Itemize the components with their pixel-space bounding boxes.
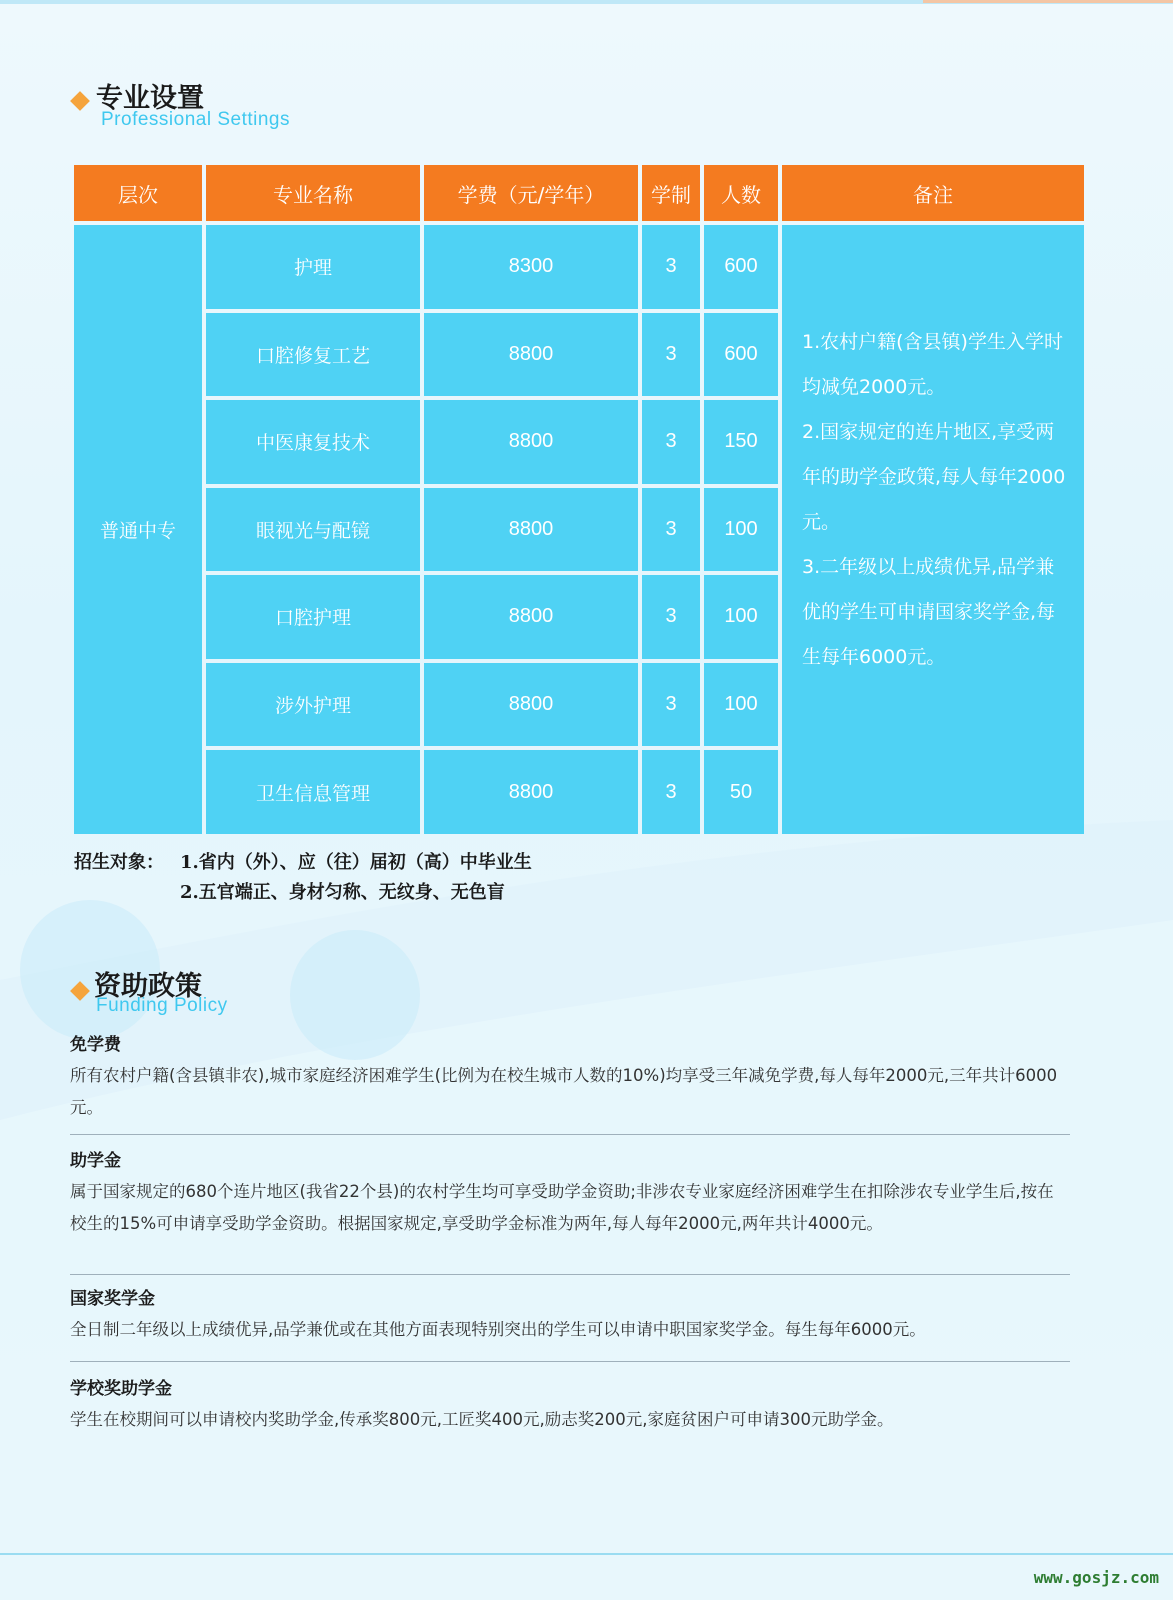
- fee-cell: 8300: [424, 225, 638, 309]
- years-cell: 3: [642, 750, 700, 834]
- count-cell: 50: [704, 750, 778, 834]
- policy-free-tuition: [70, 1032, 1070, 1124]
- policy-text: 全日制二年级以上成绩优异,品学兼优或在其他方面表现特别突出的学生可以申请中职国家奖学金。每生每年6000元。: [70, 1320, 926, 1339]
- years-cell: 3: [642, 313, 700, 397]
- note-item: 1.农村户籍(含县镇)学生入学时均减免2000元。: [802, 330, 1063, 398]
- bottom-border-line: [0, 1553, 1173, 1555]
- policy-text: 学生在校期间可以申请校内奖助学金,传承奖800元,工匠奖400元,励志奖200元,家庭贫困户可申请300元助学金。: [70, 1410, 894, 1429]
- major-name-cell: 中医康复技术: [206, 400, 420, 484]
- count-cell: 100: [704, 575, 778, 659]
- header-notes: 备注: [782, 165, 1084, 221]
- fee-cell: 8800: [424, 313, 638, 397]
- fee-cell: 8800: [424, 663, 638, 747]
- recruit-row: [74, 848, 532, 878]
- diamond-icon: [70, 981, 90, 1001]
- fee-cell: 8800: [424, 400, 638, 484]
- header-years: 学制: [642, 165, 700, 221]
- header-fee: 学费（元/学年）: [424, 165, 638, 221]
- major-name-cell: 卫生信息管理: [206, 750, 420, 834]
- policy-title: 助学金: [70, 1151, 121, 1171]
- count-cell: 150: [704, 400, 778, 484]
- major-name-cell: 口腔修复工艺: [206, 313, 420, 397]
- recruit-row: [74, 878, 532, 908]
- recruit-item: 2.五官端正、身材匀称、无纹身、无色盲: [180, 882, 505, 903]
- policy-title: 免学费: [70, 1035, 121, 1055]
- divider: [70, 1274, 1070, 1275]
- recruit-label: 招生对象：: [74, 852, 164, 873]
- note-item: 2.国家规定的连片地区,享受两年的助学金政策,每人每年2000元。: [802, 420, 1066, 533]
- policy-title: 学校奖助学金: [70, 1379, 172, 1399]
- years-cell: 3: [642, 488, 700, 572]
- header-level: 层次: [74, 165, 202, 221]
- major-name-cell: 口腔护理: [206, 575, 420, 659]
- diamond-icon: [70, 91, 90, 111]
- section-title-en: Funding Policy: [96, 995, 228, 1016]
- recruit-item: 1.省内（外）、应（往）届初（高）中毕业生: [180, 852, 532, 873]
- years-cell: 3: [642, 575, 700, 659]
- divider: [70, 1361, 1070, 1362]
- policy-text: 属于国家规定的680个连片地区(我省22个县)的农村学生均可享受助学金资助;非涉农专业家庭经济困难学生在扣除涉农专业学生后,按在校生的15%可申请享受助学金资助。根据国家规定,享受助学金标准为两年,每人每年2000元,两年共计4000元。: [70, 1182, 1054, 1233]
- section-title-cn: 资助政策: [94, 971, 202, 1002]
- major-name-cell: 涉外护理: [206, 663, 420, 747]
- recruit-targets: [74, 848, 532, 908]
- years-cell: 3: [642, 225, 700, 309]
- policy-text: 所有农村户籍(含县镇非农),城市家庭经济困难学生(比例为在校生城市人数的10%)均享受三年减免学费,每人每年2000元,三年共计6000元。: [70, 1066, 1058, 1117]
- watermark: www.gosjz.com: [1033, 1568, 1159, 1587]
- years-cell: 3: [642, 400, 700, 484]
- major-name-cell: 护理: [206, 225, 420, 309]
- policy-title: 国家奖学金: [70, 1289, 155, 1309]
- table-row: [74, 225, 1084, 309]
- count-cell: 600: [704, 313, 778, 397]
- policy-grant: [70, 1148, 1070, 1240]
- section-heading-major: [70, 76, 370, 136]
- corner-accent: [923, 0, 1173, 3]
- policy-school-scholarship: [70, 1376, 1070, 1436]
- header-count: 人数: [704, 165, 778, 221]
- section-title-en: Professional Settings: [101, 109, 290, 130]
- count-cell: 600: [704, 225, 778, 309]
- fee-cell: 8800: [424, 488, 638, 572]
- table-header-row: [74, 165, 1084, 221]
- header-major-name: 专业名称: [206, 165, 420, 221]
- level-cell: 普通中专: [74, 225, 202, 834]
- count-cell: 100: [704, 663, 778, 747]
- section-heading-funding: [70, 964, 370, 1024]
- section-title-cn: 专业设置: [96, 83, 204, 114]
- note-item: 3.二年级以上成绩优异,品学兼优的学生可申请国家奖学金,每生每年6000元。: [802, 555, 1056, 668]
- years-cell: 3: [642, 663, 700, 747]
- fee-cell: 8800: [424, 750, 638, 834]
- policy-national-scholarship: [70, 1286, 1070, 1346]
- fee-cell: 8800: [424, 575, 638, 659]
- divider: [70, 1134, 1070, 1135]
- major-name-cell: 眼视光与配镜: [206, 488, 420, 572]
- notes-cell: [782, 225, 1084, 834]
- major-table: [70, 161, 1088, 838]
- count-cell: 100: [704, 488, 778, 572]
